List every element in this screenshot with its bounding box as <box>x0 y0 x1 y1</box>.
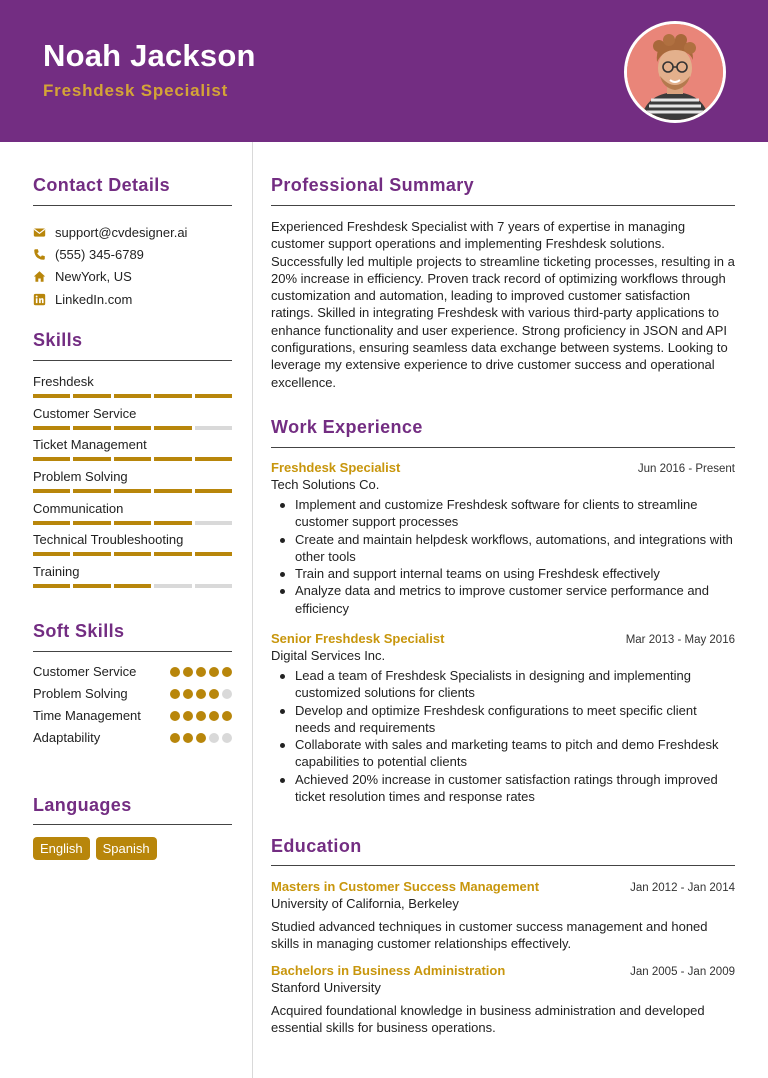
skill-item <box>33 436 232 468</box>
languages-section-title: Languages <box>33 795 132 815</box>
experience-bullets <box>271 496 735 617</box>
column-divider <box>252 142 253 1078</box>
skill-segment-filled <box>154 521 191 525</box>
soft-skill-rating <box>170 685 232 699</box>
soft-skill-item <box>33 685 232 703</box>
rating-dot-filled <box>209 667 219 677</box>
envelope-icon <box>33 226 46 239</box>
skill-segment-filled <box>33 552 70 556</box>
rating-dot-filled <box>170 689 180 699</box>
skill-level-bar <box>33 426 232 430</box>
contact-section-rule <box>33 205 232 206</box>
skill-segment-empty <box>195 584 232 588</box>
portrait-illustration <box>627 24 723 120</box>
candidate-name: Noah Jackson <box>43 38 256 73</box>
skill-segment-filled <box>33 584 70 588</box>
skill-segment-filled <box>33 489 70 493</box>
rating-dot-filled <box>222 667 232 677</box>
soft-skills-list <box>33 663 232 751</box>
education-entry <box>271 879 735 953</box>
skill-level-bar <box>33 489 232 493</box>
rating-dot-filled <box>183 711 193 721</box>
candidate-title: Freshdesk Specialist <box>43 81 229 100</box>
contact-email-text: support@cvdesigner.ai <box>55 224 188 240</box>
rating-dot-filled <box>196 667 206 677</box>
skill-name: Communication <box>33 500 124 516</box>
skill-level-bar <box>33 394 232 398</box>
skill-segment-filled <box>195 489 232 493</box>
skill-name: Freshdesk <box>33 374 94 389</box>
education-school: University of California, Berkeley <box>271 896 459 911</box>
rating-dot-filled <box>170 711 180 721</box>
skill-segment-filled <box>195 394 232 398</box>
skill-name: Ticket Management <box>33 437 147 453</box>
skill-segment-filled <box>33 457 70 461</box>
skills-section-rule <box>33 360 232 361</box>
summary-section-title: Professional Summary <box>271 175 475 195</box>
skill-segment-filled <box>154 489 191 493</box>
education-section-title: Education <box>271 836 362 856</box>
experience-section-title: Work Experience <box>271 417 423 437</box>
experience-section-rule <box>271 447 735 448</box>
skill-segment-filled <box>73 394 110 398</box>
skill-item <box>33 500 232 532</box>
skill-level-bar <box>33 584 232 588</box>
skill-segment-filled <box>114 457 151 461</box>
skill-segment-filled <box>154 552 191 556</box>
soft-skill-name: Problem Solving <box>33 686 128 701</box>
skill-segment-filled <box>73 521 110 525</box>
skill-segment-filled <box>154 457 191 461</box>
experience-bullet: Collaborate with sales and marketing teams to pitch and demo Freshdesk capabilities to potential clients <box>271 736 735 771</box>
phone-icon <box>33 248 46 261</box>
experience-bullet: Analyze data and metrics to improve customer service performance and efficiency <box>271 582 735 617</box>
experience-bullet: Train and support internal teams on using Freshdesk effectively <box>271 565 735 582</box>
skill-segment-empty <box>195 426 232 430</box>
skill-segment-filled <box>33 394 70 398</box>
contact-phone[interactable] <box>33 243 233 265</box>
soft-skills-section-title: Soft Skills <box>33 621 125 641</box>
skill-segment-filled <box>114 426 151 430</box>
contact-phone-text: (555) 345-6789 <box>55 246 144 262</box>
skill-item <box>33 468 232 500</box>
contact-linkedin[interactable] <box>33 288 233 310</box>
rating-dot-filled <box>170 667 180 677</box>
skill-segment-filled <box>33 521 70 525</box>
contact-email[interactable] <box>33 221 233 243</box>
rating-dot-filled <box>222 711 232 721</box>
summary-text: Experienced Freshdesk Specialist with 7 years of expertise in managing customer support operations and implementing Freshdesk solutions. Successfully led multiple projects to streamline ticketing processes, resulting in a 20% increase in efficiency. Proven track record of optimizing workflows through customization and automation, leading to improved customer satisfaction ratings. Skilled in integrating Freshdesk with various third-party applications to enhance functionality and user experience. Strong proficiency in JSON and API configurations, ensuring seamless data exchange between systems. Looking to leverage my extensive experience to drive customer success and operational excellence. <box>271 219 735 390</box>
skill-segment-filled <box>114 521 151 525</box>
skill-level-bar <box>33 552 232 556</box>
contact-linkedin-text: LinkedIn.com <box>55 291 133 307</box>
soft-skill-name: Adaptability <box>33 730 101 745</box>
skill-segment-filled <box>195 457 232 461</box>
contact-list <box>33 221 233 310</box>
language-badge: Spanish <box>96 837 157 860</box>
skill-segment-filled <box>114 584 151 588</box>
soft-skill-item <box>33 729 232 747</box>
rating-dot-filled <box>209 711 219 721</box>
skill-segment-filled <box>195 552 232 556</box>
experience-company: Digital Services Inc. <box>271 648 386 663</box>
home-icon <box>33 270 46 283</box>
experience-dates: Mar 2013 - May 2016 <box>625 634 735 646</box>
skill-segment-filled <box>154 426 191 430</box>
skill-segment-filled <box>114 394 151 398</box>
skill-segment-empty <box>154 584 191 588</box>
skill-name: Customer Service <box>33 405 137 421</box>
skill-item <box>33 405 232 437</box>
soft-skill-rating <box>170 707 232 721</box>
languages-list <box>33 837 157 860</box>
rating-dot-empty <box>222 689 232 699</box>
soft-skill-name: Customer Service <box>33 664 137 679</box>
skill-segment-filled <box>73 552 110 556</box>
contact-section-title: Contact Details <box>33 175 171 195</box>
experience-entry <box>271 460 735 617</box>
experience-company: Tech Solutions Co. <box>271 477 380 492</box>
skill-level-bar <box>33 457 232 461</box>
experience-job-title: Freshdesk Specialist <box>271 460 401 475</box>
skills-list <box>33 373 232 595</box>
education-dates: Jan 2012 - Jan 2014 <box>630 882 735 894</box>
rating-dot-empty <box>209 733 219 743</box>
skill-item <box>33 373 232 405</box>
experience-entry <box>271 631 735 805</box>
skill-item <box>33 563 232 595</box>
skill-segment-filled <box>154 394 191 398</box>
contact-location <box>33 266 233 288</box>
rating-dot-filled <box>183 733 193 743</box>
education-entry <box>271 963 735 1037</box>
soft-skill-rating <box>170 729 232 743</box>
education-degree: Masters in Customer Success Management <box>271 879 540 894</box>
languages-section-rule <box>33 824 232 825</box>
rating-dot-filled <box>183 667 193 677</box>
skills-section-title: Skills <box>33 330 83 350</box>
rating-dot-filled <box>209 689 219 699</box>
rating-dot-filled <box>183 689 193 699</box>
skill-segment-filled <box>73 584 110 588</box>
experience-job-title: Senior Freshdesk Specialist <box>271 631 445 646</box>
skill-segment-filled <box>33 426 70 430</box>
rating-dot-empty <box>222 733 232 743</box>
skill-name: Training <box>33 564 80 580</box>
education-description: Studied advanced techniques in customer success management and honed skills in managing customer relationships effectively. <box>271 919 708 952</box>
header-banner <box>0 0 768 142</box>
experience-bullet: Lead a team of Freshdesk Specialists in designing and implementing customized solutions for clients <box>271 667 735 702</box>
experience-bullet: Achieved 20% increase in customer satisfaction ratings through improved ticket resolution times and response rates <box>271 771 735 806</box>
language-badge: English <box>33 837 90 860</box>
skill-segment-filled <box>73 426 110 430</box>
contact-location-text: NewYork, US <box>55 269 132 285</box>
rating-dot-filled <box>170 733 180 743</box>
experience-bullets <box>271 667 735 805</box>
skill-level-bar <box>33 521 232 525</box>
experience-bullet: Implement and customize Freshdesk software for clients to streamline customer support processes <box>271 496 735 531</box>
profile-photo <box>624 21 726 123</box>
soft-skills-section-rule <box>33 651 232 652</box>
summary-section-rule <box>271 205 735 206</box>
soft-skill-name: Time Management <box>33 708 141 723</box>
soft-skill-item <box>33 707 232 725</box>
education-school: Stanford University <box>271 980 381 995</box>
soft-skill-item <box>33 663 232 681</box>
education-dates: Jan 2005 - Jan 2009 <box>630 966 735 978</box>
experience-dates: Jun 2016 - Present <box>637 463 735 475</box>
skill-name: Problem Solving <box>33 469 128 485</box>
experience-bullet: Create and maintain helpdesk workflows, automations, and integrations with other tools <box>271 531 735 566</box>
education-degree: Bachelors in Business Administration <box>271 963 506 978</box>
skill-segment-empty <box>195 521 232 525</box>
linkedin-icon <box>33 293 46 306</box>
education-description: Acquired foundational knowledge in business administration and developed essential skills for business operations. <box>271 1003 705 1036</box>
skill-item <box>33 531 232 563</box>
skill-segment-filled <box>73 457 110 461</box>
rating-dot-filled <box>196 689 206 699</box>
soft-skill-rating <box>170 663 232 677</box>
skill-segment-filled <box>114 489 151 493</box>
rating-dot-filled <box>196 711 206 721</box>
skill-segment-filled <box>114 552 151 556</box>
experience-bullet: Develop and optimize Freshdesk configurations to meet specific client needs and requirements <box>271 702 735 737</box>
rating-dot-filled <box>196 733 206 743</box>
education-section-rule <box>271 865 735 866</box>
skill-segment-filled <box>73 489 110 493</box>
skill-name: Technical Troubleshooting <box>33 532 184 548</box>
